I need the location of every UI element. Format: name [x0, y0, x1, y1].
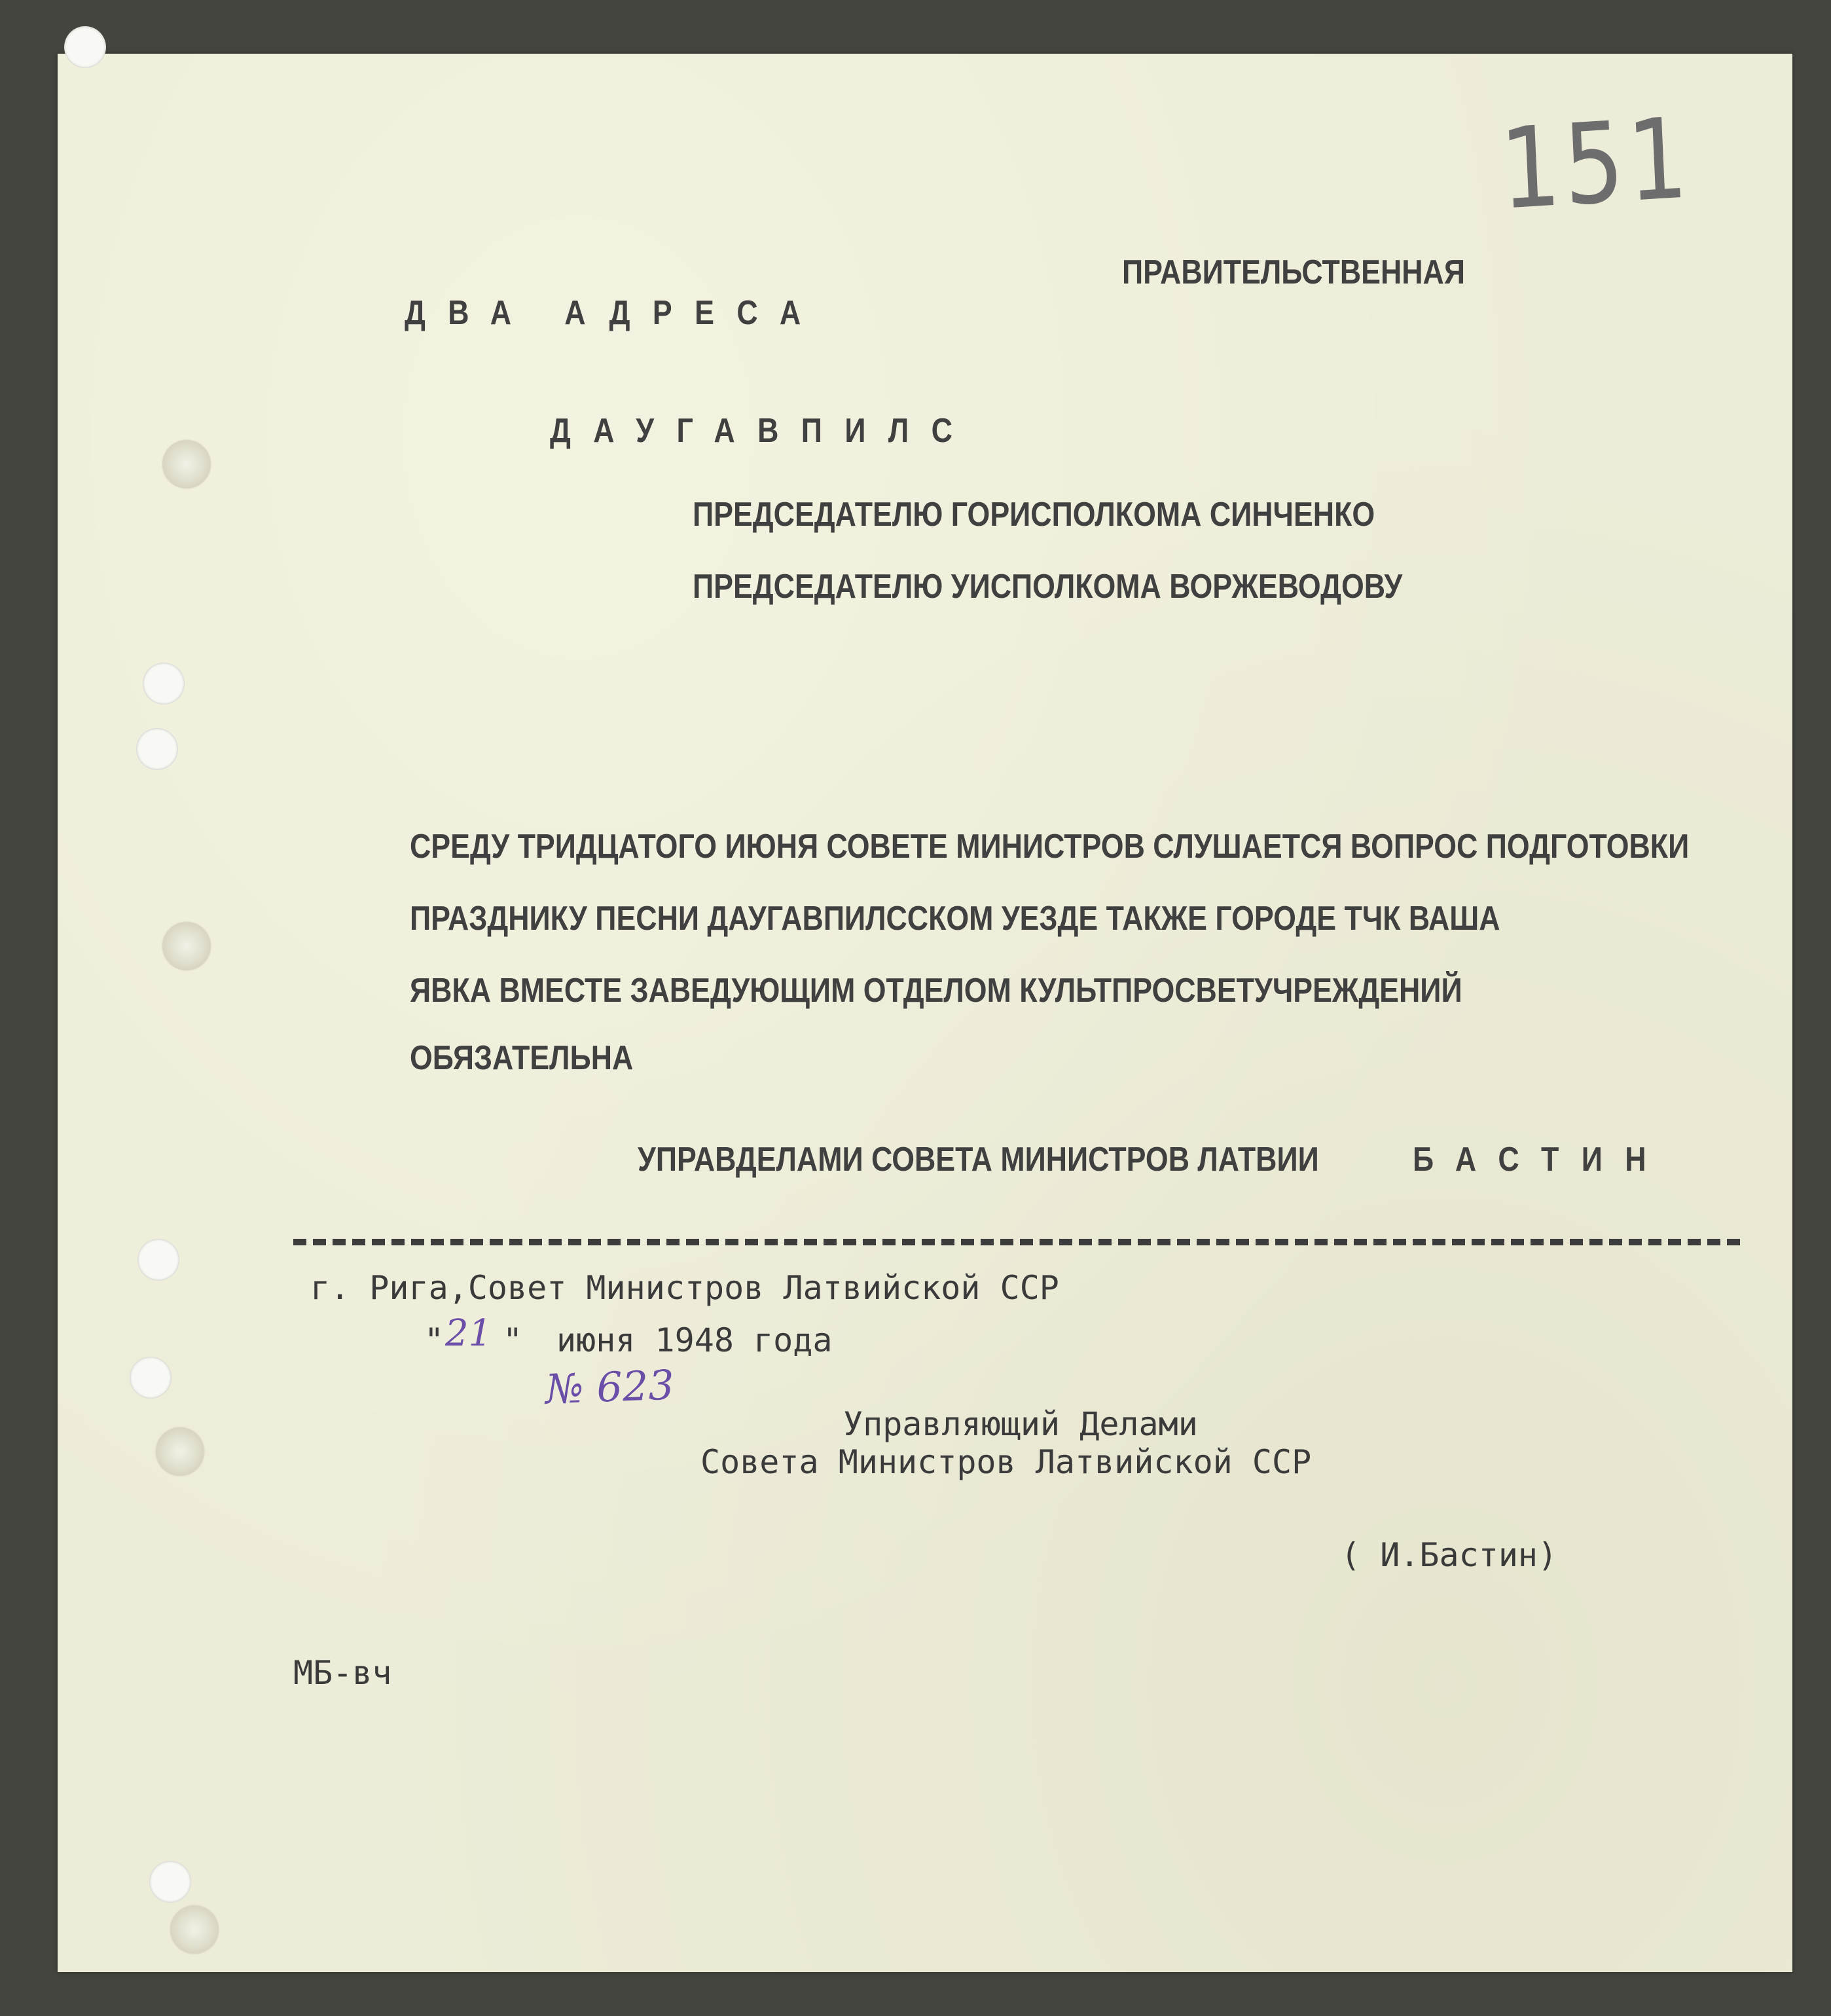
typist-initials: МБ-вч [293, 1654, 392, 1692]
binding-rivet [162, 922, 211, 970]
recipient-line-1: ПРЕДСЕДАТЕЛЮ ГОРИСПОЛКОМА СИНЧЕНКО [693, 496, 1375, 534]
separator-line [293, 1239, 1740, 1252]
signer-name: ( И.Бастин) [1341, 1536, 1558, 1574]
priority-label: ПРАВИТЕЛЬСТВЕННАЯ [1122, 253, 1465, 291]
binding-rivet [162, 440, 211, 488]
punch-hole [130, 1357, 172, 1399]
body-line: ПРАЗДНИКУ ПЕСНИ ДАУГАВПИЛССКОМ УЕЗДЕ ТАКЖЕ ГОРОДЕ ТЧК ВАША [410, 900, 1500, 938]
document-page [58, 54, 1792, 1972]
signature-name: БАСТИН [1413, 1141, 1669, 1179]
signer-title-2: Совета Министров Латвийской ССР [700, 1443, 1312, 1481]
recipient-line-2: ПРЕДСЕДАТЕЛЮ УИСПОЛКОМА ВОРЖЕВОДОВУ [693, 568, 1403, 606]
punch-hole [143, 663, 185, 705]
binding-rivet [156, 1427, 204, 1476]
date-rest: июня 1948 года [556, 1321, 833, 1359]
punch-hole [136, 728, 178, 770]
archive-page-number: 151 [1497, 94, 1694, 235]
date-open-quote: " [424, 1321, 444, 1359]
binding-rivet [170, 1905, 219, 1954]
signer-title-1: Управляющий Делами [843, 1405, 1198, 1443]
addresses-note: ДВА АДРЕСА [405, 294, 824, 332]
body-line: СРЕДУ ТРИДЦАТОГО ИЮНЯ СОВЕТЕ МИНИСТРОВ СЛУШАЕТСЯ ВОПРОС ПОДГОТОВКИ [410, 828, 1690, 866]
punch-hole [137, 1239, 179, 1281]
document-number-handwritten: № 623 [544, 1361, 675, 1414]
punch-hole [64, 26, 106, 68]
signature-title: УПРАВДЕЛАМИ СОВЕТА МИНИСТРОВ ЛАТВИИ [638, 1141, 1319, 1179]
date-close-quote: " [503, 1321, 523, 1359]
body-line: ОБЯЗАТЕЛЬНА [410, 1039, 634, 1077]
place-line: г. Рига,Совет Министров Латвийской ССР [310, 1269, 1059, 1307]
body-line: ЯВКА ВМЕСТЕ ЗАВЕДУЮЩИМ ОТДЕЛОМ КУЛЬТПРОСВЕТУЧРЕЖДЕНИЙ [410, 972, 1462, 1010]
destination-city: ДАУГАВПИЛС [550, 412, 975, 450]
punch-hole [149, 1861, 191, 1903]
date-day-handwritten: 21 [445, 1312, 492, 1355]
